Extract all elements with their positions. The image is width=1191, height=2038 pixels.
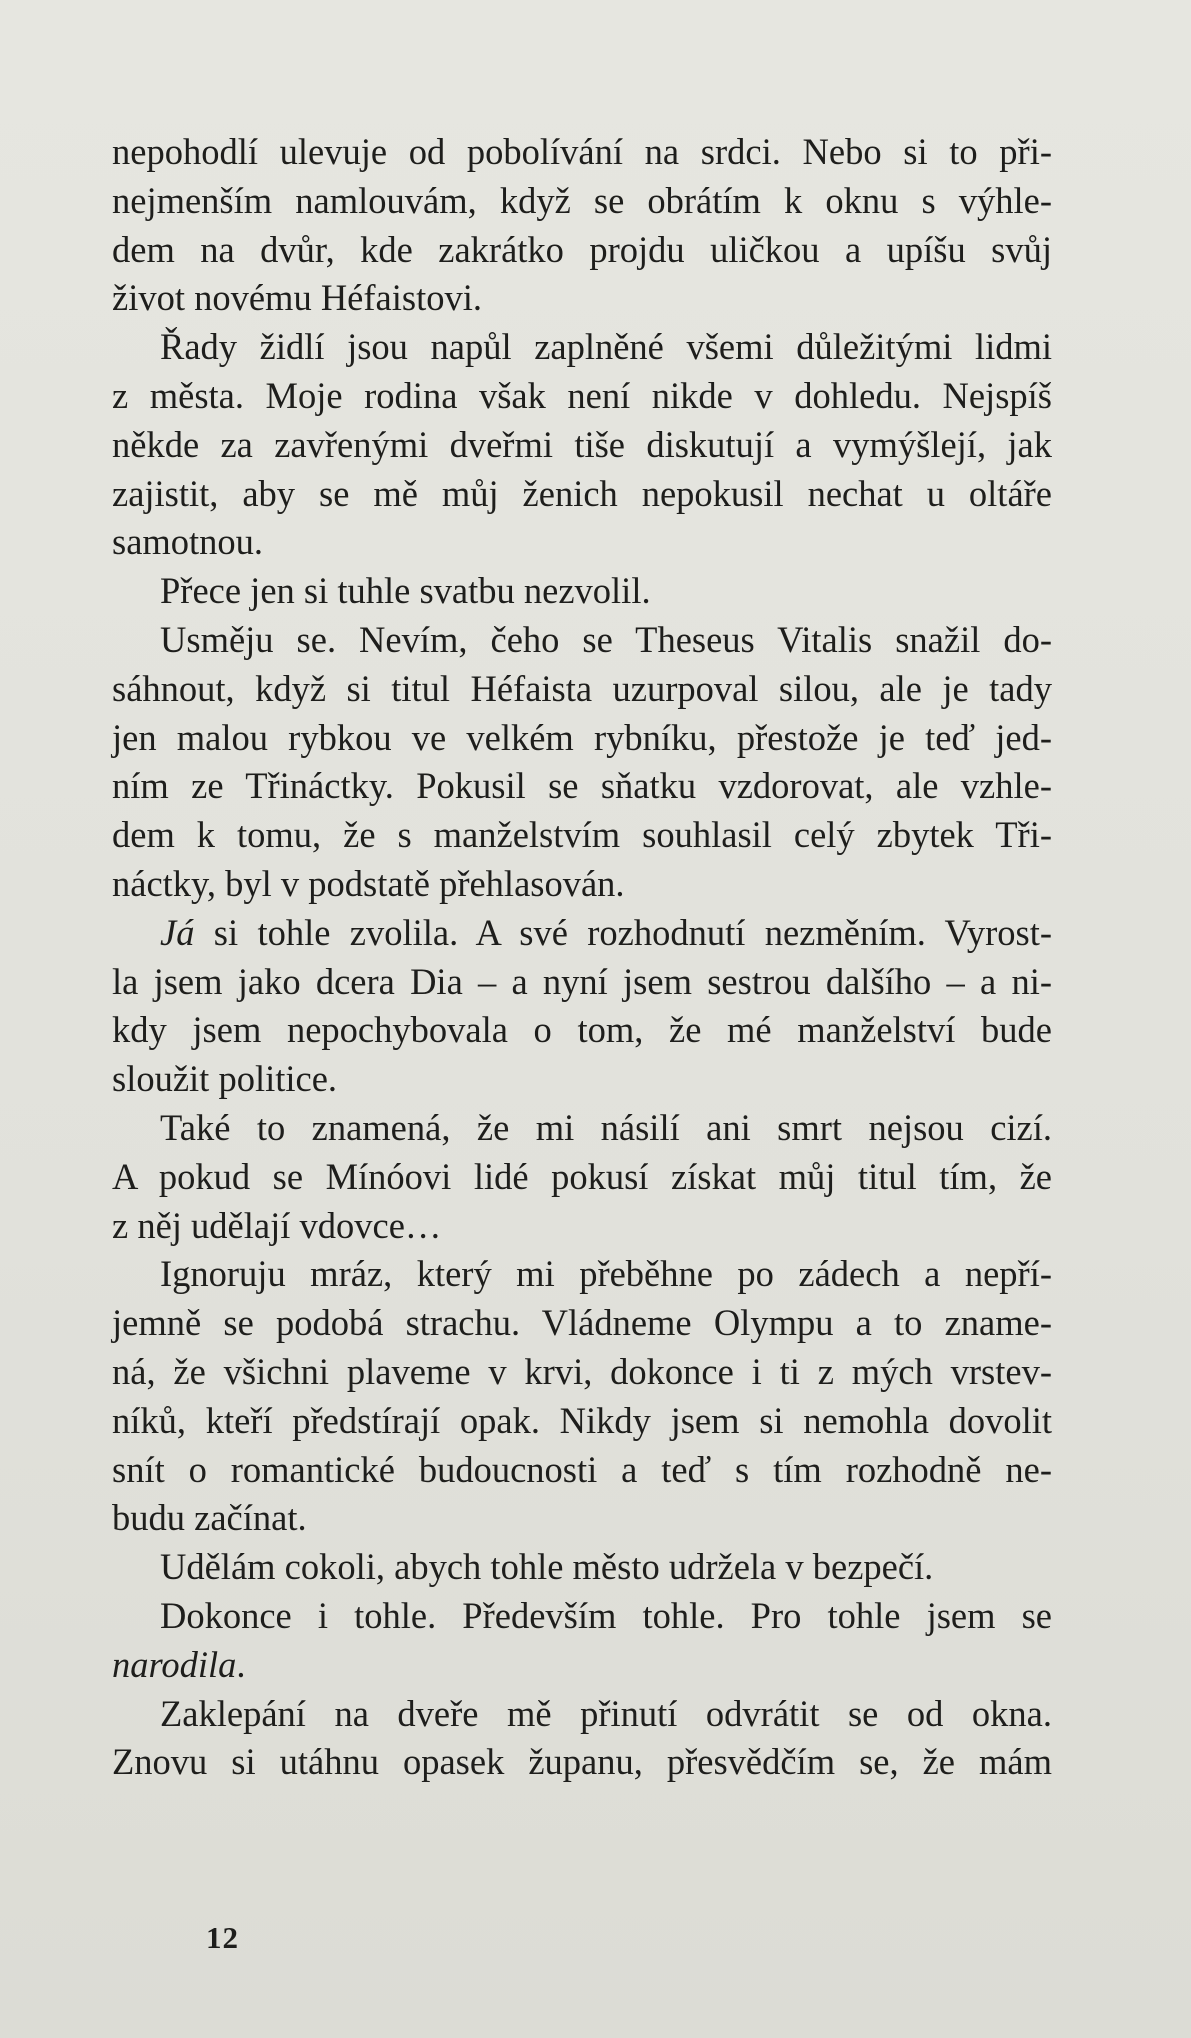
text-line (112, 128, 1052, 177)
text-segment: jen malou rybkou ve velkém rybníku, přestože je teď jed- (112, 716, 1052, 758)
text-line (112, 421, 1052, 470)
text-segment: sáhnout, když si titul Héfaista uzurpoval silou, ale je tady (112, 667, 1052, 709)
text-segment: Udělám cokoli, abych tohle město udržela v bezpečí. (160, 1546, 934, 1588)
text-line (112, 567, 1052, 616)
text-segment: Řady židlí jsou napůl zaplněné všemi důležitými lidmi (160, 326, 1052, 368)
text-line (112, 714, 1052, 763)
text-line (112, 1055, 1052, 1104)
text-segment: někde za zavřenými dveřmi tiše diskutují a vymýšlejí, jak (112, 423, 1052, 465)
text-line (112, 616, 1052, 665)
text-segment: jemně se podobá strachu. Vládneme Olympu a to zname- (112, 1302, 1052, 1344)
text-segment: si tohle zvolila. A své rozhodnutí nezměním. Vyrost- (194, 911, 1052, 953)
italic-text: Já (160, 911, 195, 953)
text-line (112, 811, 1052, 860)
text-line (112, 860, 1052, 909)
text-segment: kdy jsem nepochybovala o tom, že mé manželství bude (112, 1009, 1052, 1051)
text-line (112, 1006, 1052, 1055)
text-segment: dem na dvůr, kde zakrátko projdu uličkou a upíšu svůj (112, 228, 1052, 270)
body-text (112, 128, 1052, 1787)
text-segment: dem k tomu, že s manželstvím souhlasil celý zbytek Tři- (112, 814, 1052, 856)
text-line (112, 1641, 1052, 1690)
text-segment: la jsem jako dcera Dia – a nyní jsem sestrou dalšího – a ni- (112, 960, 1052, 1002)
text-line (112, 1446, 1052, 1495)
text-segment: Usměju se. Nevím, čeho se Theseus Vitalis snažil do- (160, 618, 1052, 660)
text-line (112, 1738, 1052, 1787)
text-line (112, 518, 1052, 567)
text-segment: ním ze Třináctky. Pokusil se sňatku vzdorovat, ale vzhle- (112, 765, 1052, 807)
text-line (112, 1104, 1052, 1153)
text-segment: A pokud se Mínóovi lidé pokusí získat můj titul tím, že (112, 1155, 1052, 1197)
text-line (112, 226, 1052, 275)
text-segment: ná, že všichni plaveme v krvi, dokonce i ti z mých vrstev- (112, 1350, 1052, 1392)
italic-text: narodila (112, 1643, 237, 1685)
text-segment: budu začínat. (112, 1497, 307, 1539)
text-segment: Ignoruju mráz, který mi přeběhne po zádech a nepří- (160, 1253, 1052, 1295)
text-segment: snít o romantické budoucnosti a teď s tím rozhodně ne- (112, 1448, 1052, 1490)
text-segment: nepohodlí ulevuje od pobolívání na srdci. Nebo si to při- (112, 131, 1052, 172)
text-segment: Také to znamená, že mi násilí ani smrt nejsou cizí. (160, 1106, 1052, 1148)
text-segment: život novému Héfaistovi. (112, 277, 482, 319)
text-line (112, 1250, 1052, 1299)
text-segment: Znovu si utáhnu opasek županu, přesvědčím se, že mám (112, 1741, 1052, 1783)
text-line (112, 323, 1052, 372)
text-line (112, 665, 1052, 714)
text-segment: zajistit, aby se mě můj ženich nepokusil nechat u oltáře (112, 472, 1052, 514)
text-line (112, 470, 1052, 519)
text-segment: z města. Moje rodina však není nikde v dohledu. Nejspíš (112, 374, 1052, 416)
text-segment: z něj udělají vdovce… (112, 1204, 442, 1246)
text-line (112, 1299, 1052, 1348)
text-segment: sloužit politice. (112, 1058, 338, 1100)
text-line (112, 274, 1052, 323)
text-segment: níků, kteří předstírají opak. Nikdy jsem si nemohla dovolit (112, 1399, 1052, 1441)
text-line (112, 1690, 1052, 1739)
text-line (112, 762, 1052, 811)
text-line (112, 372, 1052, 421)
text-segment: Dokonce i tohle. Především tohle. Pro tohle jsem se (160, 1594, 1052, 1636)
text-line (112, 177, 1052, 226)
page-number: 12 (206, 1920, 239, 1955)
text-segment: náctky, byl v podstatě přehlasován. (112, 862, 625, 904)
text-line (112, 1348, 1052, 1397)
text-segment: . (236, 1643, 246, 1685)
text-line (112, 1494, 1052, 1543)
text-line (112, 909, 1052, 958)
text-segment: Přece jen si tuhle svatbu nezvolil. (160, 570, 651, 612)
text-segment: Zaklepání na dveře mě přinutí odvrátit se od okna. (160, 1692, 1052, 1734)
text-line (112, 1543, 1052, 1592)
text-segment: nejmenším namlouvám, když se obrátím k oknu s výhle- (112, 179, 1052, 221)
text-line (112, 1397, 1052, 1446)
text-line (112, 958, 1052, 1007)
text-line (112, 1592, 1052, 1641)
text-segment: samotnou. (112, 521, 264, 563)
text-line (112, 1202, 1052, 1251)
text-line (112, 1153, 1052, 1202)
